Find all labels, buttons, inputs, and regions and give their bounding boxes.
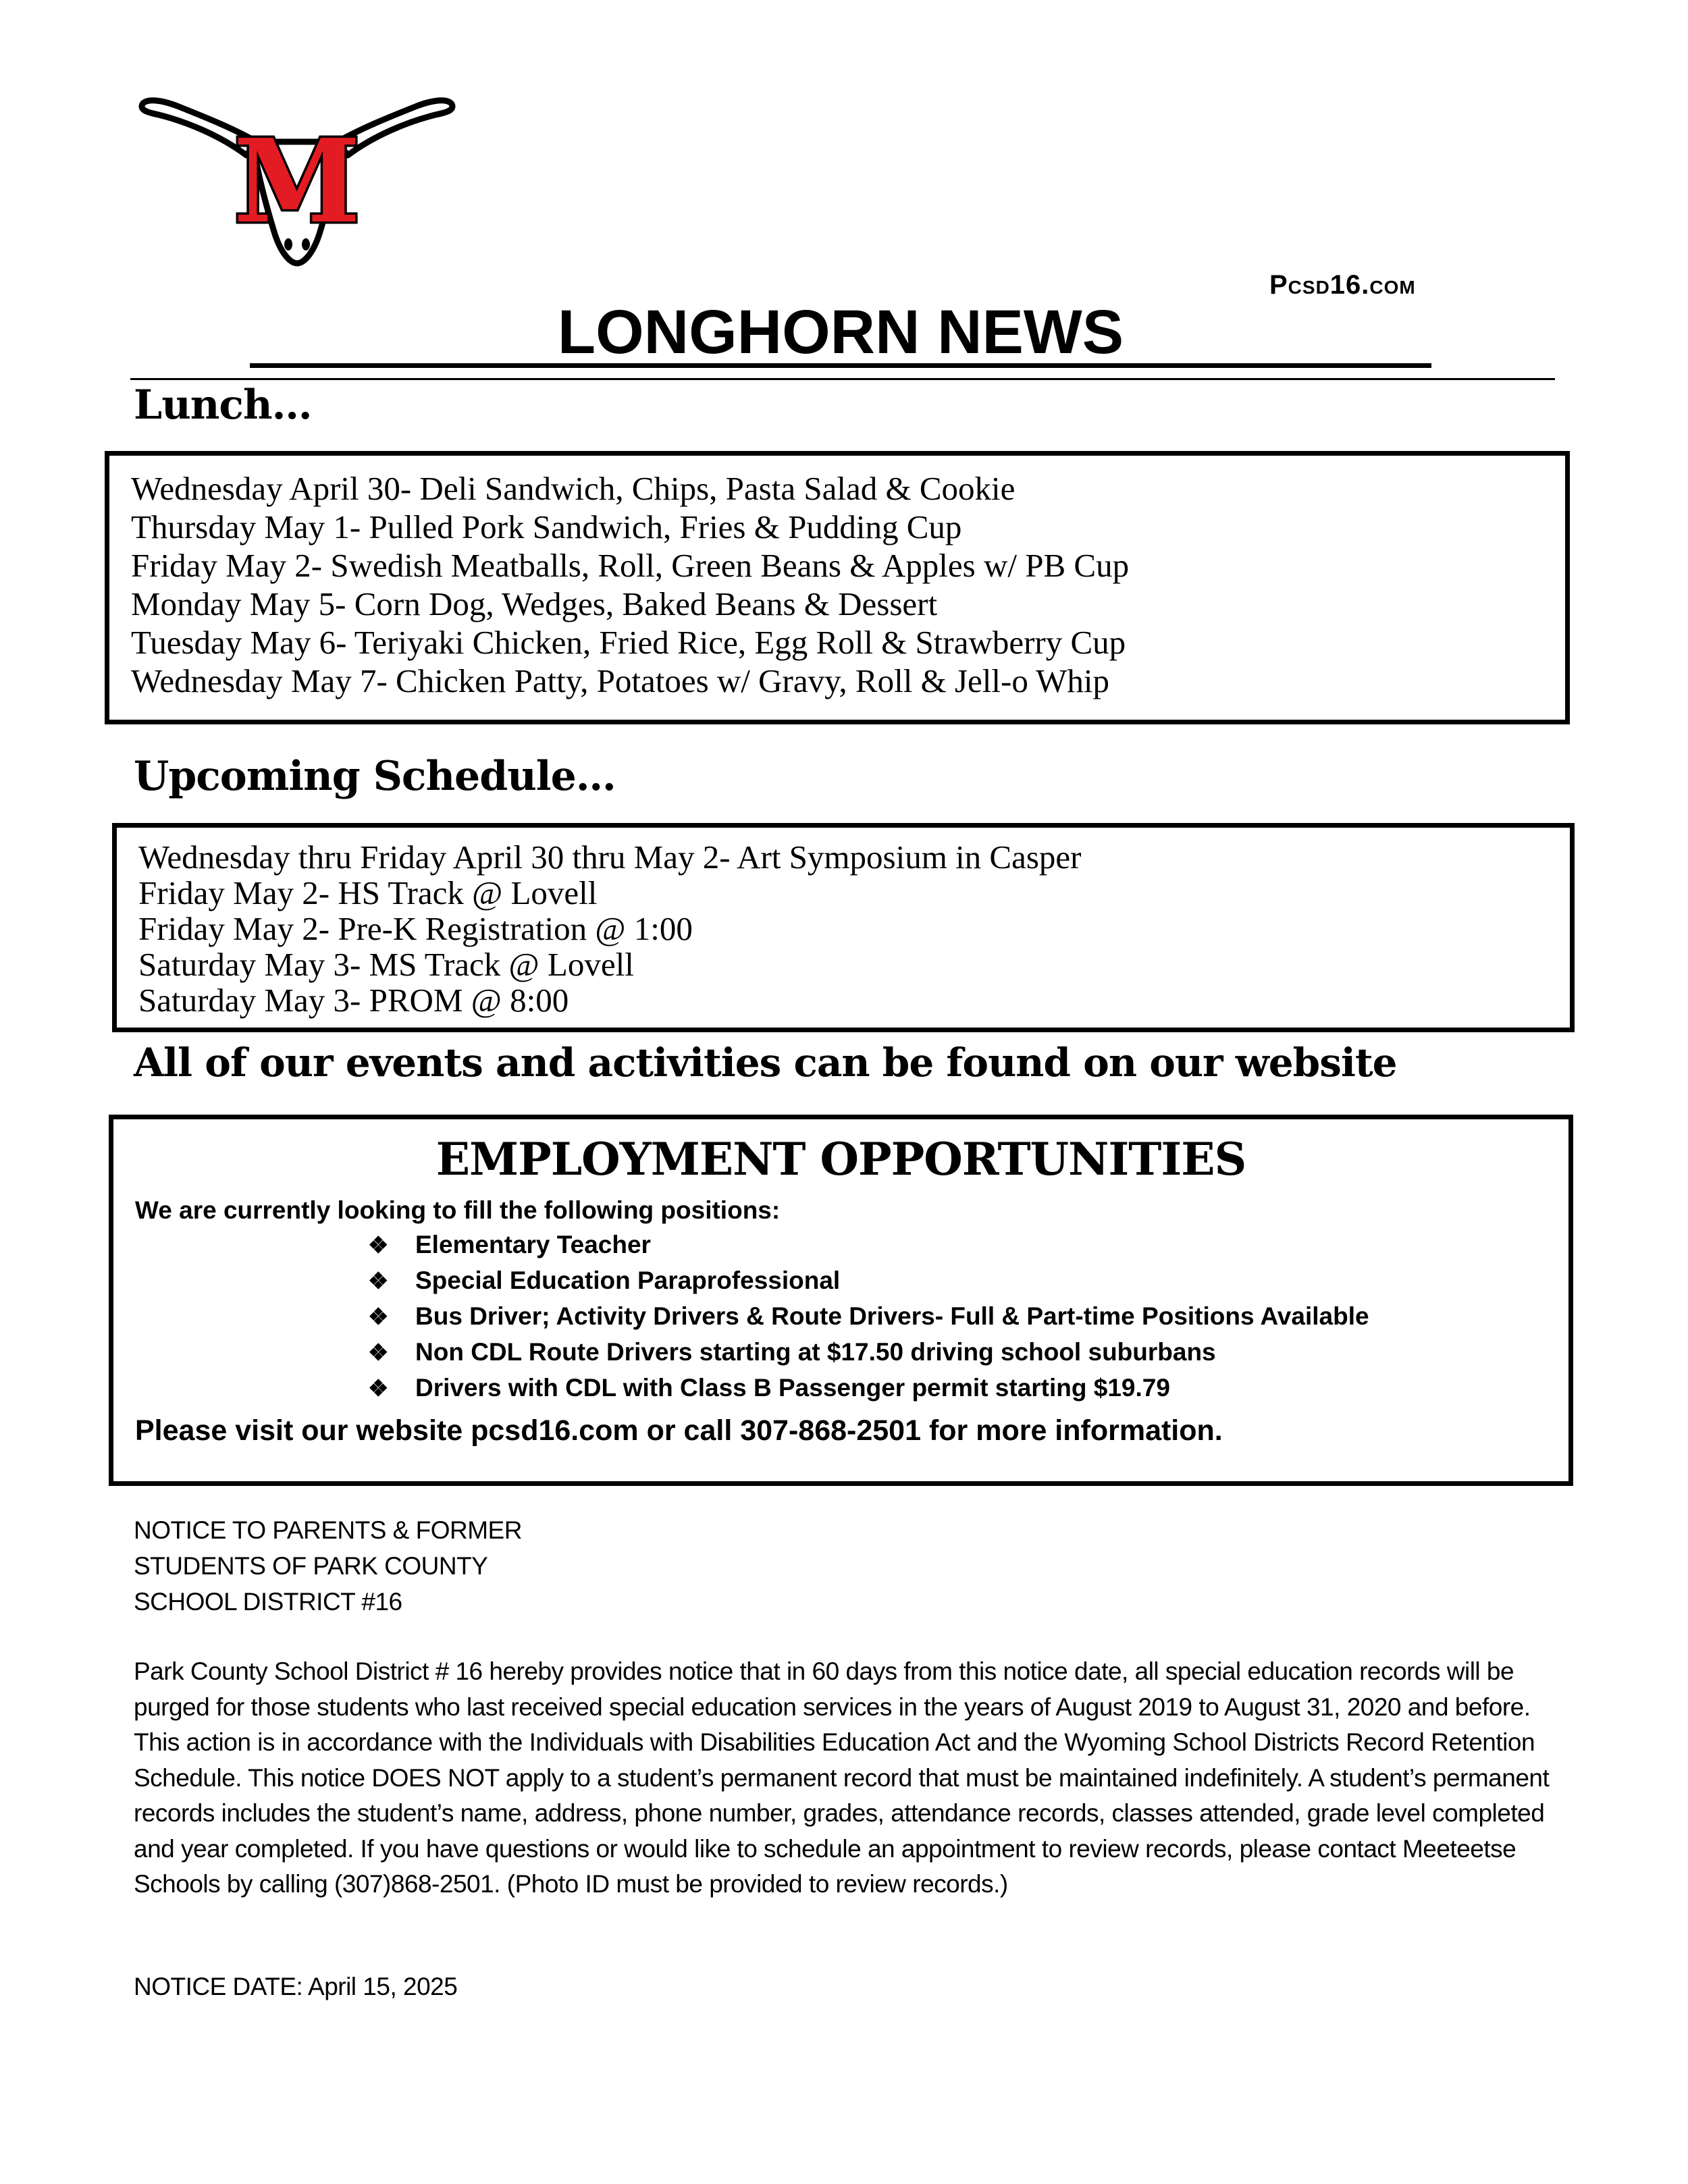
lunch-heading: Lunch… [134, 381, 312, 429]
logo-letter: M [233, 114, 361, 249]
masthead [250, 297, 1431, 371]
employment-contact: Please visit our website pcsd16.com or call 307-868-2501 for more information. [135, 1414, 1223, 1447]
lunch-item: Tuesday May 6- Teriyaki Chicken, Fried Rice, Egg Roll & Strawberry Cup [131, 624, 1126, 661]
schedule-heading: Upcoming Schedule… [134, 753, 616, 800]
employment-box [109, 1115, 1573, 1486]
lunch-item: Friday May 2- Swedish Meatballs, Roll, Green Beans & Apples w/ PB Cup [131, 547, 1130, 584]
diamond-bullet-icon: ❖ [368, 1304, 389, 1330]
lunch-item: Wednesday May 7- Chicken Patty, Potatoes w/ Gravy, Roll & Jell-o Whip [131, 662, 1110, 699]
list-item [368, 1335, 1547, 1370]
list-item [368, 1227, 1547, 1263]
page-title: LONGHORN NEWS [557, 298, 1124, 367]
diamond-bullet-icon: ❖ [368, 1376, 389, 1402]
schedule-item: Friday May 2- Pre-K Registration @ 1:00 [138, 910, 693, 947]
notice-heading-line: SCHOOL DISTRICT #16 [134, 1588, 402, 1616]
position-label: Special Education Paraprofessional [415, 1267, 841, 1294]
position-label: Non CDL Route Drivers starting at $17.50 driving school suburbans [415, 1338, 1216, 1366]
diamond-bullet-icon: ❖ [368, 1340, 389, 1366]
divider [130, 378, 1555, 380]
schedule-item: Wednesday thru Friday April 30 thru May 2- Art Symposium in Casper [138, 838, 1082, 876]
position-label: Elementary Teacher [415, 1231, 651, 1258]
position-label: Bus Driver; Activity Drivers & Route Drivers- Full & Part-time Positions Available [415, 1302, 1369, 1330]
notice-heading [134, 1512, 674, 1620]
notice-body: Park County School District # 16 hereby provides notice that in 60 days from this notice date, all special education records will be purged for those students who last received special education services in the years of August 2019 to August 31, 2020 and before. This action is in accordance with the Individuals with Disabilities Education Act and the Wyoming School Districts Record Retention Schedule. This notice DOES NOT apply to a student’s permanent record that must be maintained indefinitely. A student’s permanent records includes the student’s name, address, phone number, grades, attendance records, classes attended, grade level completed and year completed. If you have questions or would like to schedule an appointment to review records, please contact Meeteetse Schools by calling (307)868-2501. (Photo ID must be provided to review records.) [134, 1657, 1550, 1898]
longhorn-logo [138, 95, 456, 270]
notice-date: NOTICE DATE: April 15, 2025 [134, 1973, 458, 2000]
diamond-bullet-icon: ❖ [368, 1233, 389, 1258]
schedule-item: Saturday May 3- MS Track @ Lovell [138, 946, 634, 983]
website-url: Pcsd16.com [1269, 270, 1416, 300]
list-item [368, 1370, 1547, 1406]
diamond-bullet-icon: ❖ [368, 1269, 389, 1294]
schedule-box [112, 823, 1575, 1032]
notice-heading-line: NOTICE TO PARENTS & FORMER [134, 1516, 522, 1544]
schedule-item: Friday May 2- HS Track @ Lovell [138, 874, 598, 911]
lunch-item: Wednesday April 30- Deli Sandwich, Chips, Pasta Salad & Cookie [131, 470, 1016, 507]
lunch-item: Thursday May 1- Pulled Pork Sandwich, Fries & Pudding Cup [131, 508, 962, 545]
positions-list [135, 1227, 1547, 1406]
website-note: All of our events and activities can be found on our website [134, 1040, 1397, 1086]
notice-heading-line: STUDENTS OF PARK COUNTY [134, 1552, 488, 1580]
list-item [368, 1299, 1547, 1335]
employment-intro: We are currently looking to fill the following positions: [135, 1196, 781, 1224]
lunch-item: Monday May 5- Corn Dog, Wedges, Baked Beans & Dessert [131, 585, 938, 622]
employment-heading: EMPLOYMENT OPPORTUNITIES [436, 1133, 1246, 1186]
list-item [368, 1263, 1547, 1299]
lunch-menu-box [105, 451, 1570, 724]
position-label: Drivers with CDL with Class B Passenger permit starting $19.79 [415, 1374, 1170, 1402]
schedule-item: Saturday May 3- PROM @ 8:00 [138, 982, 569, 1019]
